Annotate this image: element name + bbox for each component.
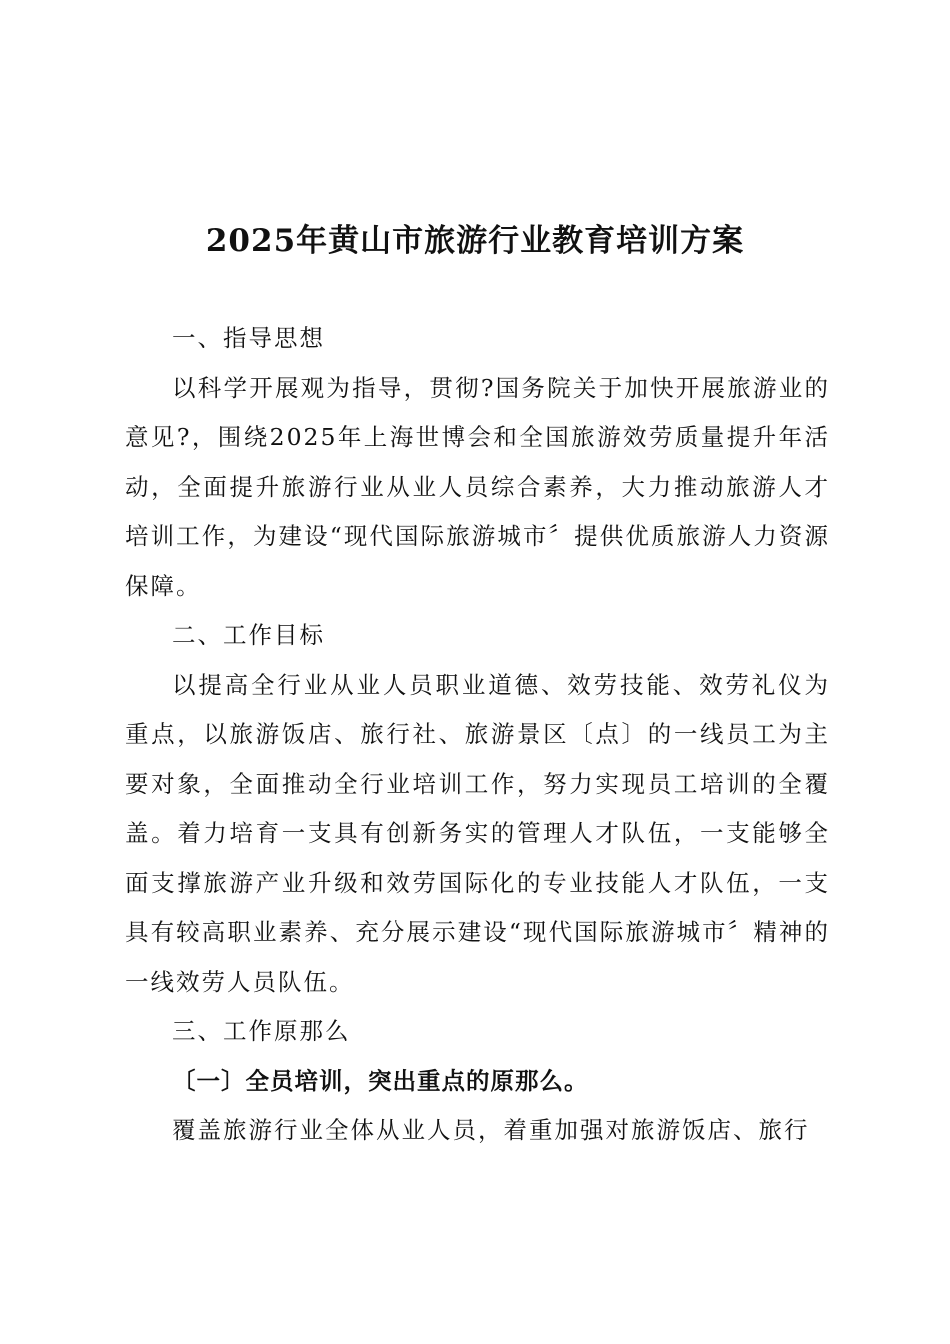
paragraph-work-goals: 以提高全行业从业人员职业道德、效劳技能、效劳礼仪为重点，以旅游饭店、旅行社、旅游景区〔点〕的一线员工为主要对象，全面推动全行业培训工作，努力实现员工培训的全覆盖。着力培育一支具有创新务实的管理人才队伍，一支能够全面支撑旅游产业升级和效劳国际化的专业技能人才队伍，一支具有较高职业素养、充分展示建设“现代国际旅游城市〞精神的一线效劳人员队伍。 — [125, 670, 830, 996]
section-heading-work-goals: 二、工作目标 — [172, 621, 325, 649]
subheading-principle-one: 〔一〕全员培训，突出重点的原那么。 — [172, 1066, 589, 1095]
document-title: 2025年黄山市旅游行业教育培训方案 — [205, 223, 745, 259]
paragraph-principle-one: 覆盖旅游行业全体从业人员，着重加强对旅游饭店、旅行 — [172, 1116, 810, 1144]
section-heading-guiding-ideology: 一、指导思想 — [172, 324, 325, 352]
paragraph-guiding-ideology: 以科学开展观为指导，贯彻?国务院关于加快开展旅游业的意见?，围绕2025年上海世博会和全国旅游效劳质量提升年活动，全面提升旅游行业从业人员综合素养，大力推动旅游人才培训工作，为建设“现代国际旅游城市〞提供优质旅游人力资源保障。 — [125, 373, 830, 600]
document-body — [125, 314, 830, 1156]
section-heading-work-principles: 三、工作原那么 — [172, 1017, 351, 1045]
